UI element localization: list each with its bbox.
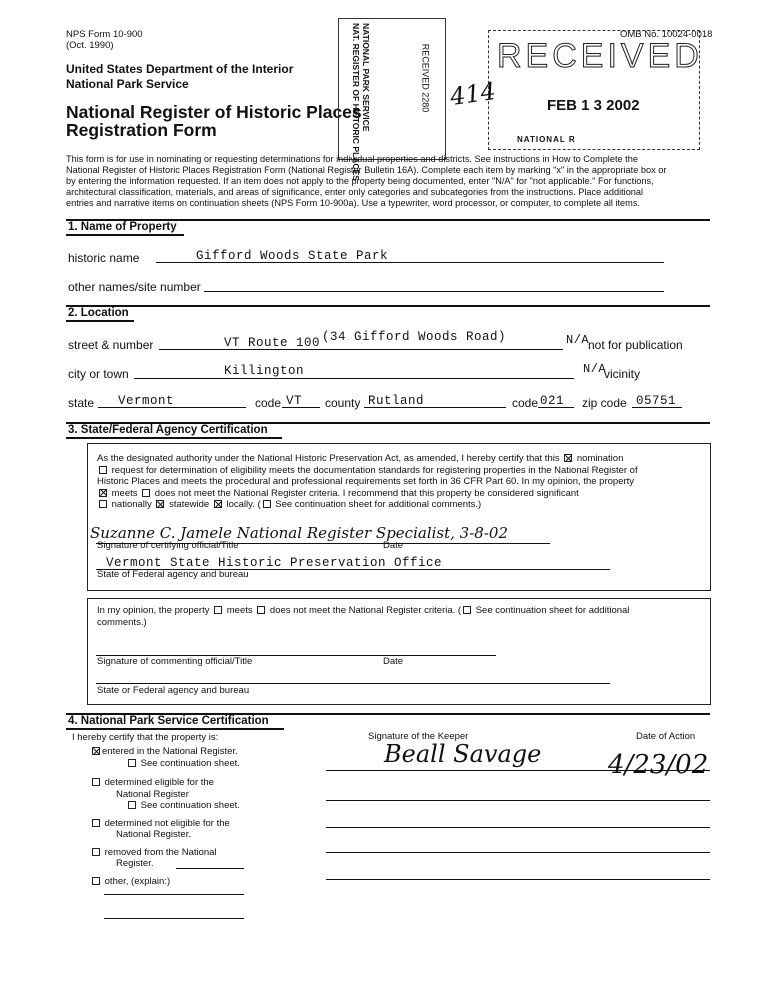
city-value: Killington: [224, 364, 305, 378]
agency-value: Vermont State Historic Preservation Office: [106, 556, 443, 570]
historic-name-value: Gifford Woods State Park: [196, 249, 389, 263]
county-code-label: code: [512, 396, 539, 410]
state-code-label: code: [255, 396, 282, 410]
natl-register-text1: NAT. REGISTER OF HISTORIC PLACES: [351, 23, 361, 181]
commenting-sig-label: Signature of commenting official/Title: [97, 656, 253, 667]
received-2280-text: RECEIVED 2280: [420, 43, 431, 113]
commenting-bureau-label: State or Federal agency and bureau: [97, 685, 250, 696]
entered-checkbox[interactable]: [92, 747, 100, 755]
section1-heading: 1. Name of Property: [66, 219, 710, 236]
form-title-line1: National Register of Historic Places: [66, 102, 362, 122]
zip-label: zip code: [582, 396, 627, 410]
city-label: city or town: [68, 367, 129, 381]
nomination-checkbox[interactable]: [564, 454, 572, 462]
state-code-value: VT: [286, 394, 303, 408]
natl-register-stamp: [341, 23, 371, 181]
certifying-signature: Suzanne C. Jamele National Register Specialist, 3-8-02: [90, 524, 508, 542]
certifying-date-label: Date: [383, 540, 404, 551]
natl-register-text2: NATIONAL PARK SERVICE: [361, 23, 371, 132]
meets-checkbox[interactable]: [99, 489, 107, 497]
certification-text: As the designated authority under the National Historic Preservation Act, as amended, I hereby certify that this nomination request for determination of eligibility meets the documentation standards for registering properties in the National Register of Historic Places and meets the procedural and professional requirements set forth in 36 CFR Part 60. In my opinion, the property meets does not meet the National Register criteria. I recommend that this property be considered significant nationally statewide locally. ( See continuation sheet for additional comments.): [97, 453, 638, 510]
opinion-continuation-checkbox[interactable]: [463, 606, 471, 614]
keeper-signature: Beall Savage: [384, 740, 542, 768]
nps-cert-options: entered in the National Register. See continuation sheet. determined eligible for the National Register See continuation sheet. determined not eligible for the National Register. removed from the National Register. other, (explain:): [90, 746, 290, 887]
statewide-checkbox[interactable]: [156, 500, 164, 508]
handwritten-number: 414: [448, 76, 498, 112]
locally-checkbox[interactable]: [214, 500, 222, 508]
request-checkbox[interactable]: [99, 466, 107, 474]
received-date: FEB 1 3 2002: [547, 97, 640, 114]
street-label: street & number: [68, 338, 154, 352]
received-big-text: RECEIVED: [497, 37, 703, 75]
form-number: NPS Form 10-900: [66, 29, 143, 40]
county-label: county: [325, 396, 361, 410]
agency-label: State of Federal agency and bureau: [97, 569, 249, 580]
certifying-sig-label: Signature of certifying official/Title: [97, 540, 239, 551]
other-checkbox[interactable]: [92, 877, 100, 885]
not-eligible-checkbox[interactable]: [92, 819, 100, 827]
vicinity-label: vicinity: [604, 367, 641, 381]
historic-name-label: historic name: [68, 251, 140, 265]
street-na: N/A: [566, 333, 590, 347]
omb-number: OMB No. 10024-0018: [620, 29, 713, 40]
opinion-not-meet-checkbox[interactable]: [257, 606, 265, 614]
determined-eligible-checkbox[interactable]: [92, 778, 100, 786]
national-register-text: NATIONAL R: [517, 135, 576, 144]
county-code-value: 021: [540, 394, 565, 408]
opinion-meets-checkbox[interactable]: [214, 606, 222, 614]
city-na: N/A: [583, 362, 607, 376]
removed-checkbox[interactable]: [92, 848, 100, 856]
not-meet-checkbox[interactable]: [142, 489, 150, 497]
nps-cert-intro: I hereby certify that the property is:: [72, 732, 219, 743]
received-stamp-vertical: [338, 18, 446, 181]
eligible-continuation-checkbox[interactable]: [128, 801, 136, 809]
department-name: United States Department of the Interior: [66, 62, 294, 76]
commenting-date-label: Date: [383, 656, 404, 667]
opinion-text: In my opinion, the property meets does not meet the National Register criteria. ( See continuation sheet for additional comments.): [97, 605, 630, 628]
other-names-label: other names/site number: [68, 280, 201, 294]
entered-continuation-checkbox[interactable]: [128, 759, 136, 767]
zip-value: 05751: [636, 394, 677, 408]
continuation-checkbox[interactable]: [263, 500, 271, 508]
instructions-text: This form is for use in nominating or requesting determinations for individual properties and districts. See instructions in How to Complete the National Register of Historic Places Registration Form (National Register Bulletin 16A). Complete each item by marking "x" in the appropriate box or by entering the information requested. If an item does not apply to the property being documented, enter "N/A" for "not applicable." For functions, architectural classification, materials, and areas of significance, enter only categories and subcategories from the instructions. Place additional entries and narrative items on continuation sheets (NPS Form 10-900a). Use a typewriter, word processor, or computer, to complete all items.: [66, 154, 667, 208]
state-label: state: [68, 396, 95, 410]
form-date: (Oct. 1990): [66, 40, 114, 51]
action-date: 4/23/02: [608, 750, 709, 780]
street-extra: (34 Gifford Woods Road): [322, 330, 507, 344]
section3-heading: 3. State/Federal Agency Certification: [66, 422, 710, 439]
section4-heading: 4. National Park Service Certification: [66, 713, 710, 730]
county-value: Rutland: [368, 394, 425, 408]
street-value: VT Route 100: [224, 336, 321, 350]
state-value: Vermont: [118, 394, 175, 408]
not-for-publication-label: not for publication: [588, 338, 683, 352]
date-of-action-label: Date of Action: [636, 731, 696, 742]
received-stamp-box: [488, 30, 703, 150]
nationally-checkbox[interactable]: [99, 500, 107, 508]
form-title-line2: Registration Form: [66, 120, 217, 140]
service-name: National Park Service: [66, 77, 189, 91]
section2-heading: 2. Location: [66, 305, 710, 322]
keeper-sig-label: Signature of the Keeper: [368, 731, 469, 742]
